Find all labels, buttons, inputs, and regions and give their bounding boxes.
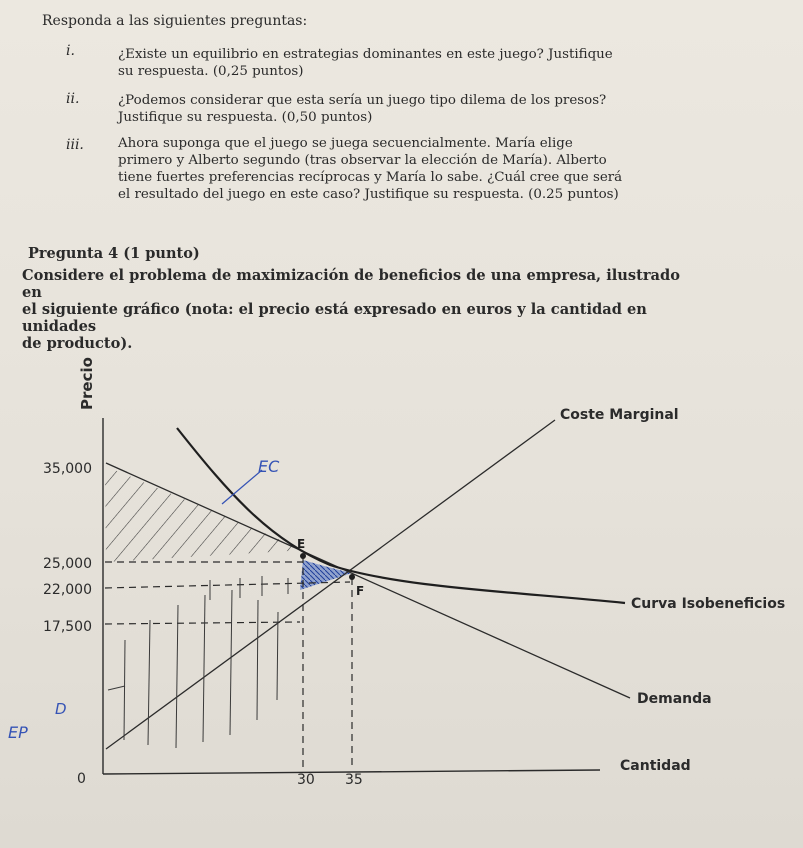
y-tick-label: 22,000 [43, 582, 92, 598]
marginal-cost-curve [106, 420, 555, 749]
dashed-line-17500 [105, 622, 300, 624]
point-f-label: F [356, 584, 365, 598]
question-text: ¿Existe un equilibrio en estrategias dominantes en este juego? Justifique su respuesta. (0,25 puntos) [118, 47, 613, 79]
x-tick-label: 35 [345, 772, 363, 788]
section-heading: Pregunta 4 (1 punto) [28, 245, 200, 262]
consumer-surplus-area [105, 466, 305, 562]
point-e-marker [300, 553, 306, 559]
series-label-demand: Demanda [637, 691, 712, 707]
section-body: Considere el problema de maximización de beneficios de una empresa, ilustrado en el siguiente gráfico (nota: el precio está expresado en euros y la cantidad en unidades de producto). [22, 267, 680, 352]
handwritten-ec: EC [258, 457, 280, 476]
point-e-label: E [297, 537, 306, 551]
question-number: iii. [66, 137, 84, 153]
question-number: ii. [66, 91, 80, 107]
y-axis-label: Precio [78, 357, 96, 410]
y-tick-label: 25,000 [43, 556, 92, 572]
y-tick-label: 17,500 [43, 619, 92, 635]
isoprofit-curve [177, 428, 625, 603]
y-tick-label: 35,000 [43, 461, 92, 477]
handwritten-ep: EP [8, 723, 28, 742]
handwritten-arrow [222, 470, 262, 504]
handwritten-d: D [55, 700, 67, 718]
series-label-marginal-cost: Coste Marginal [560, 407, 679, 423]
instruction-text: Responda a las siguientes preguntas: [42, 13, 308, 29]
question-number: i. [66, 43, 75, 59]
handwritten-strokes [108, 576, 288, 748]
question-text: ¿Podemos considerar que esta sería un juego tipo dilema de los presos? Justifique su respuesta. (0,50 puntos) [118, 93, 607, 125]
demand-curve [106, 463, 630, 698]
x-axis-label: Cantidad [620, 758, 691, 774]
x-tick-label: 0 [77, 771, 86, 787]
point-f-marker [349, 574, 355, 580]
question-text: Ahora suponga que el juego se juega secuencialmente. María elige primero y Alberto segundo (tras observar la elección de María). Alberto tiene fuertes preferencias recíprocas y María lo sabe. ¿Cuál cree que será el resultado del juego en este caso? Justifique su respuesta. (0.25 puntos) [118, 136, 623, 202]
series-label-isoprofit: Curva Isobeneficios [631, 596, 786, 612]
x-tick-label: 30 [297, 772, 315, 788]
